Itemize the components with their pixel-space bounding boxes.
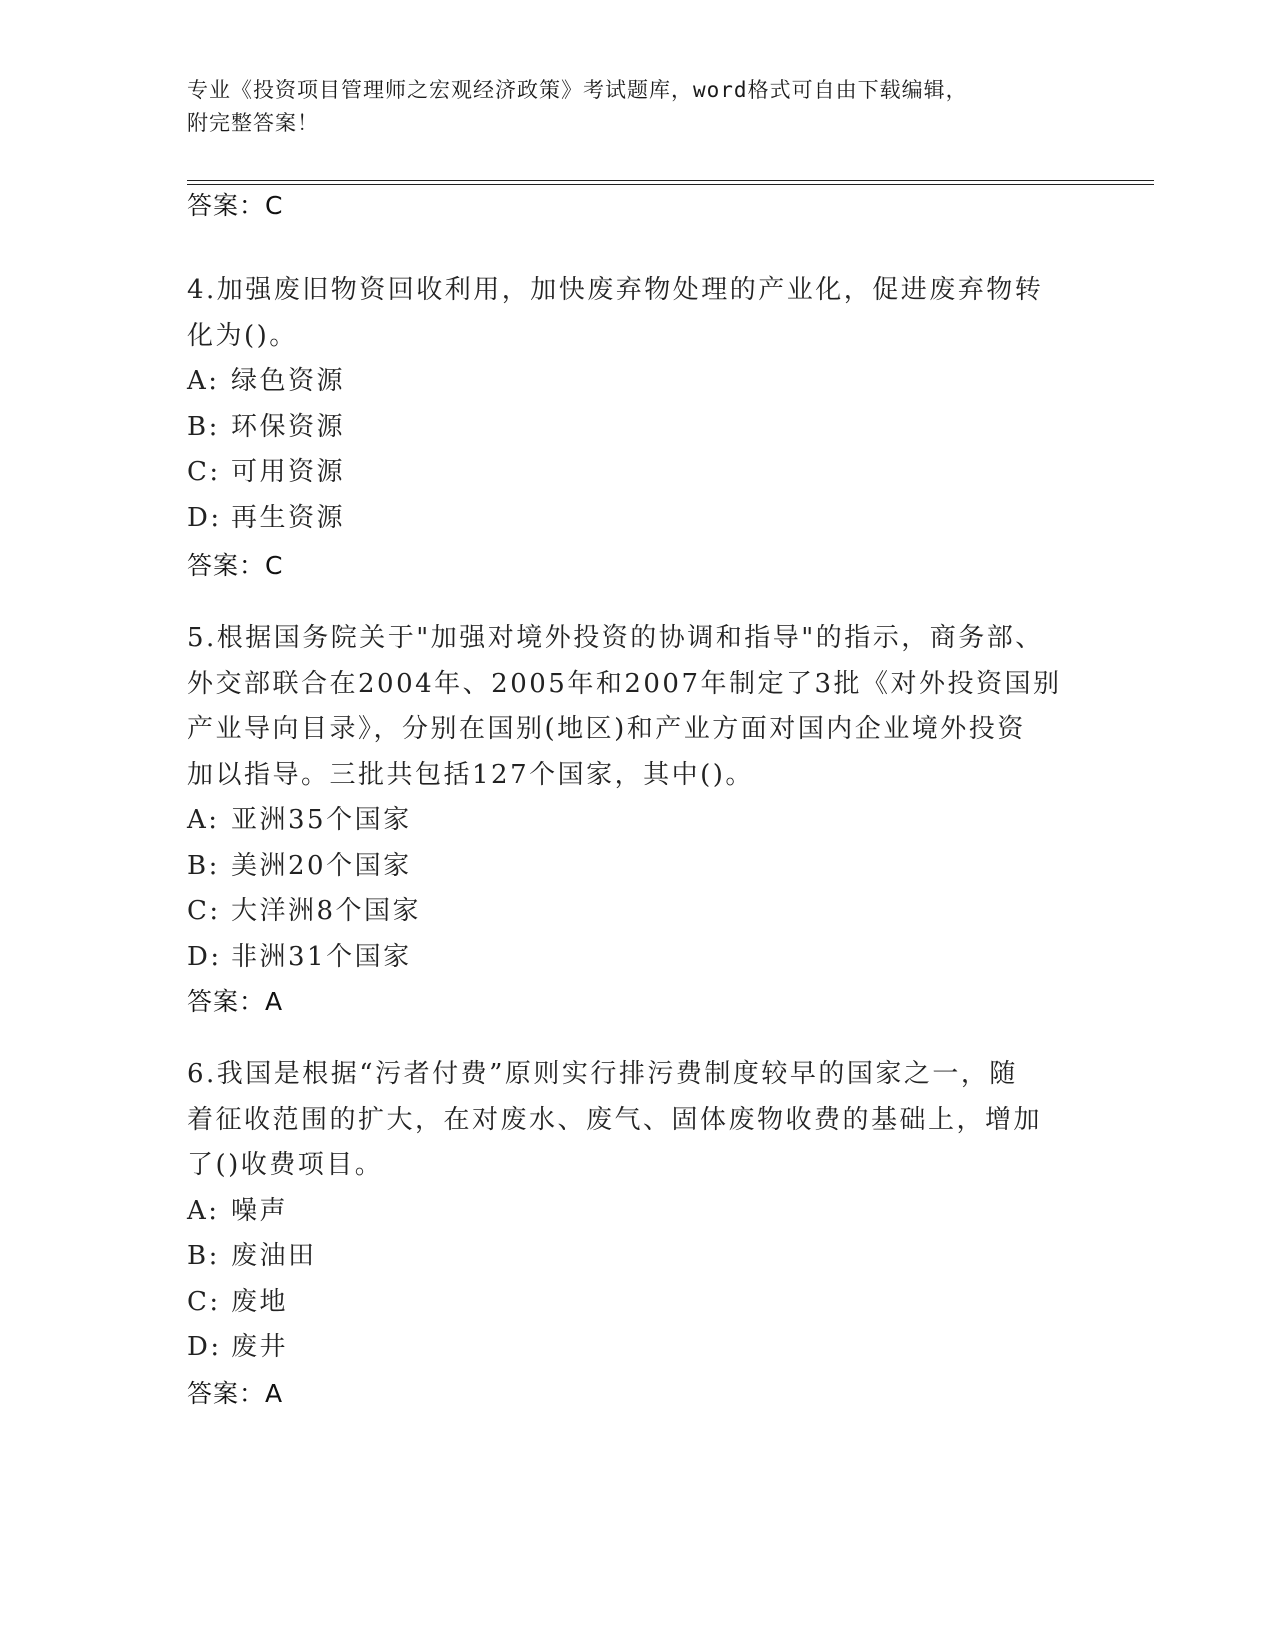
answer-line: 答案：A <box>187 1379 284 1408</box>
option-text: 非洲31个国家 <box>231 941 412 972</box>
question-stem-line: 6.我国是根据“污者付费”原则实行排污费制度较早的国家之一，随 <box>187 1059 1018 1089</box>
question-4 <box>187 268 1067 541</box>
question-stem-line: 化为()。 <box>187 320 298 351</box>
option-text: 噪声 <box>231 1195 289 1226</box>
option-text: 可用资源 <box>231 457 346 487</box>
option-text: 再生资源 <box>231 502 346 533</box>
option-text: 大洋洲8个国家 <box>231 896 422 926</box>
answer-line: 答案：A <box>187 987 284 1016</box>
option-text: 亚洲35个国家 <box>231 805 412 835</box>
header-line-2: 附完整答案！ <box>187 111 319 135</box>
question-stem-line: 产业导向目录》，分别在国别(地区)和产业方面对国内企业境外投资 <box>187 714 1026 744</box>
option-letter: A: <box>187 366 220 396</box>
option-c <box>187 450 1067 496</box>
question-stem-line: 5.根据国务院关于"加强对境外投资的协调和指导"的指示，商务部、 <box>187 623 1044 653</box>
question-stem-line: 4.加强废旧物资回收利用，加快废弃物处理的产业化，促进废弃物转 <box>187 275 1044 305</box>
option-b <box>187 844 1067 890</box>
question-5 <box>187 616 1067 980</box>
document-header <box>187 74 1087 140</box>
question-6 <box>187 1052 1067 1371</box>
option-letter: A: <box>187 1195 220 1226</box>
option-b <box>187 1234 1067 1280</box>
question-stem-line: 着征收范围的扩大，在对废水、废气、固体废物收费的基础上，增加 <box>187 1104 1043 1135</box>
option-a <box>187 1189 1067 1235</box>
option-letter: B: <box>187 1241 220 1271</box>
option-c <box>187 889 1067 935</box>
option-a <box>187 359 1067 405</box>
header-line-1: 专业《投资项目管理师之宏观经济政策》考试题库，word格式可自由下载编辑， <box>187 78 968 102</box>
option-letter: D: <box>187 1332 222 1362</box>
option-a <box>187 798 1067 844</box>
option-text: 环保资源 <box>231 411 346 442</box>
option-letter: D: <box>187 941 222 972</box>
option-text: 废井 <box>231 1332 289 1362</box>
question-stem-line: 加以指导。三批共包括127个国家，其中()。 <box>187 759 754 790</box>
answer-line: 答案：C <box>187 551 284 580</box>
option-d <box>187 1325 1067 1371</box>
option-d <box>187 496 1067 542</box>
option-text: 废油田 <box>231 1241 317 1271</box>
option-letter: B: <box>187 411 220 442</box>
option-letter: C: <box>187 457 221 487</box>
option-letter: C: <box>187 896 221 926</box>
option-text: 废地 <box>231 1286 289 1317</box>
option-letter: B: <box>187 850 220 881</box>
header-divider-bottom <box>187 184 1154 185</box>
question-stem-line: 了()收费项目。 <box>187 1150 384 1180</box>
option-c <box>187 1280 1067 1326</box>
option-letter: D: <box>187 502 222 533</box>
option-letter: C: <box>187 1286 221 1317</box>
question-stem-line: 外交部联合在2004年、2005年和2007年制定了3批《对外投资国别 <box>187 668 1062 699</box>
option-text: 美洲20个国家 <box>231 850 412 881</box>
option-b <box>187 405 1067 451</box>
option-d <box>187 935 1067 981</box>
header-divider-top <box>187 180 1154 181</box>
option-letter: A: <box>187 805 220 835</box>
answer-line: 答案：C <box>187 191 284 220</box>
option-text: 绿色资源 <box>231 366 346 396</box>
